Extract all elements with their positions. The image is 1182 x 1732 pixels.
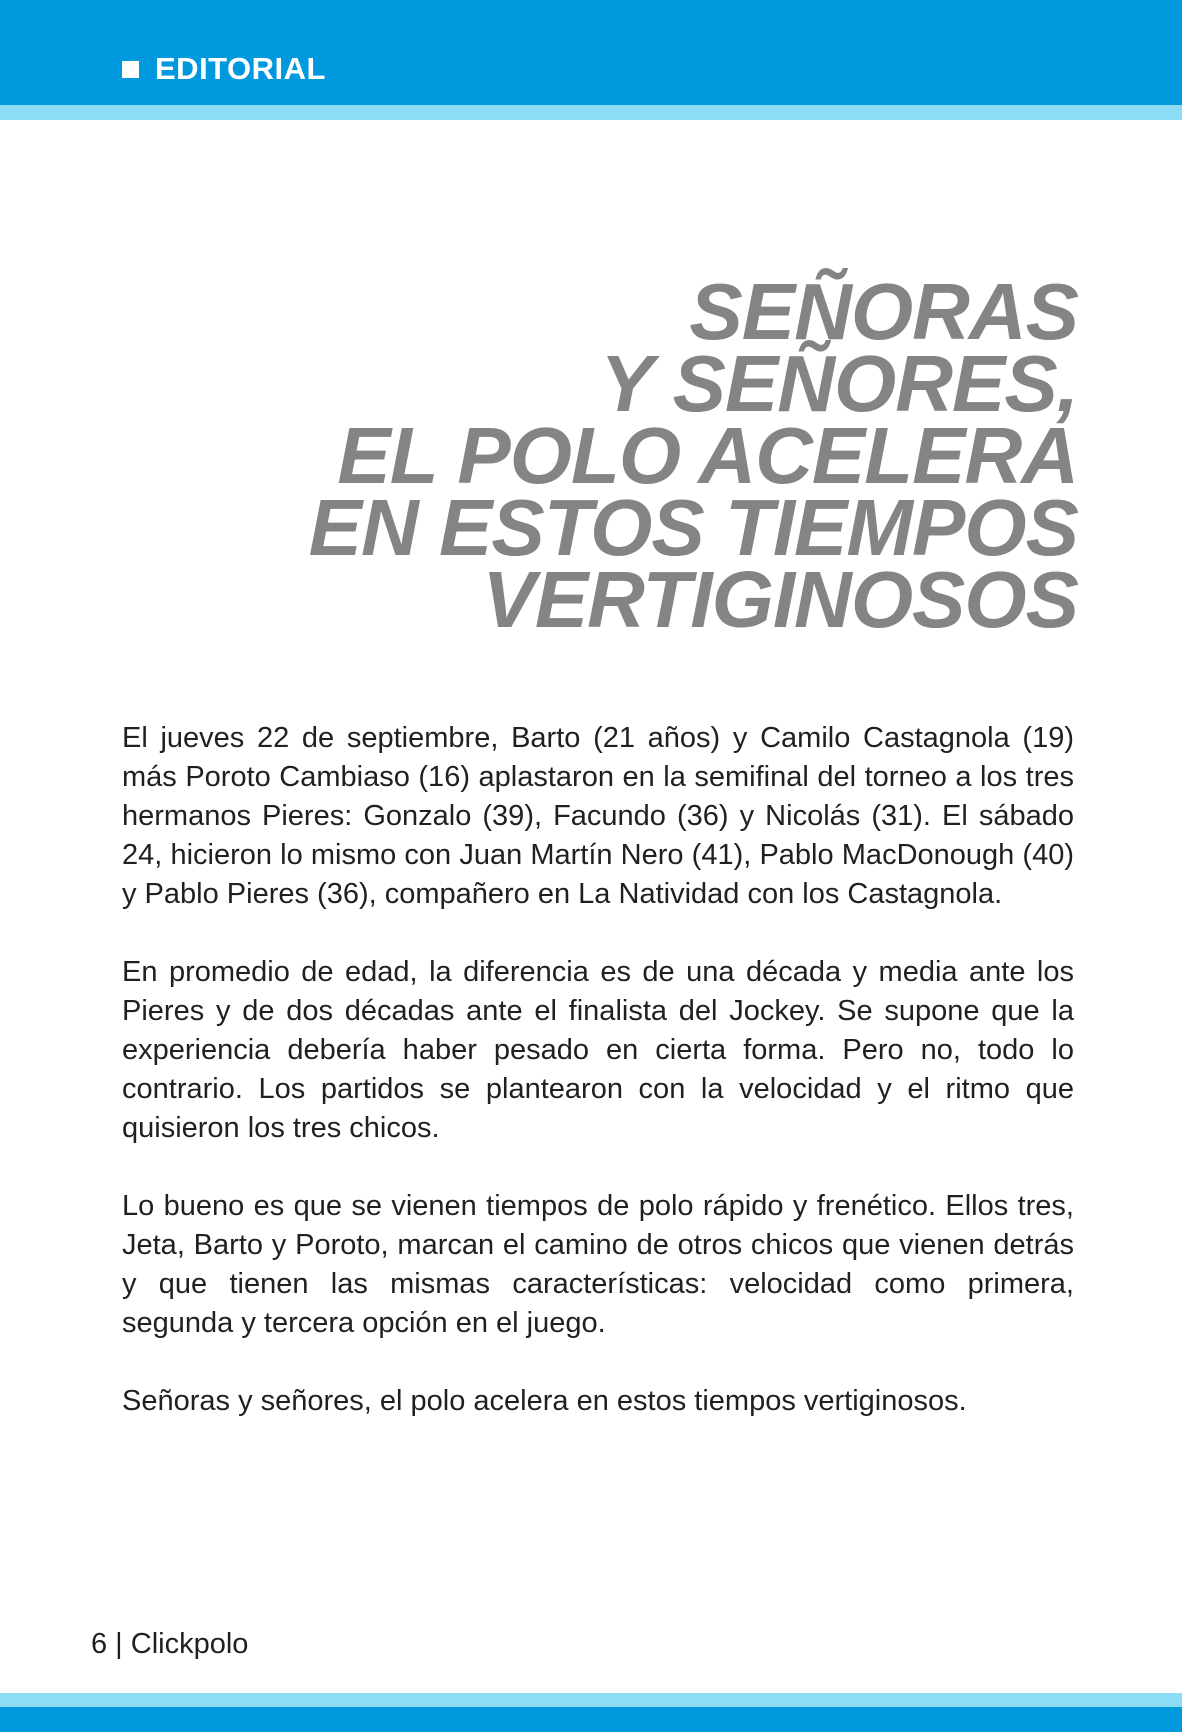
article-body — [122, 719, 1074, 1460]
page-footer-label: 6 | Clickpolo — [91, 1628, 249, 1660]
section-marker-square — [122, 61, 139, 78]
headline-line: VERTIGINOSOS — [482, 555, 1078, 644]
headline — [178, 267, 1078, 644]
article-paragraph: Lo bueno es que se vienen tiempos de polo rápido y frenético. Ellos tres, Jeta, Barto y Poroto, marcan el camino de otros chicos que vienen detrás y que tienen las mismas características: velocidad como primera, segunda y tercera opción en el juego. — [122, 1190, 1074, 1339]
footer-stripe — [0, 1693, 1182, 1707]
article-paragraph: El jueves 22 de septiembre, Barto (21 años) y Camilo Castagnola (19) más Poroto Cambiaso (16) aplastaron en la semifinal del torneo a los tres hermanos Pieres: Gonzalo (39), Facundo (36) y Nicolás (31). El sábado 24, hicieron lo mismo con Juan Martín Nero (41), Pablo MacDonough (40) y Pablo Pieres (36), compañero en La Natividad con los Castagnola. — [122, 722, 1074, 910]
header-stripe — [0, 105, 1182, 120]
article-paragraph: En promedio de edad, la diferencia es de una década y media ante los Pieres y de dos décadas ante el finalista del Jockey. Se supone que la experiencia debería haber pesado en cierta forma. Pero no, todo lo contrario. Los partidos se plantearon con la velocidad y el ritmo que quisieron los tres chicos. — [122, 956, 1074, 1144]
section-label: EDITORIAL — [155, 51, 326, 86]
headline-line: Y SEÑORES, — [600, 339, 1078, 428]
article-paragraph: Señoras y señores, el polo acelera en estos tiempos vertiginosos. — [122, 1385, 967, 1417]
headline-line: SEÑORAS — [689, 267, 1078, 356]
headline-line: EN ESTOS TIEMPOS — [308, 483, 1078, 572]
headline-line: EL POLO ACELERA — [337, 411, 1078, 500]
footer-bar — [0, 1707, 1182, 1732]
